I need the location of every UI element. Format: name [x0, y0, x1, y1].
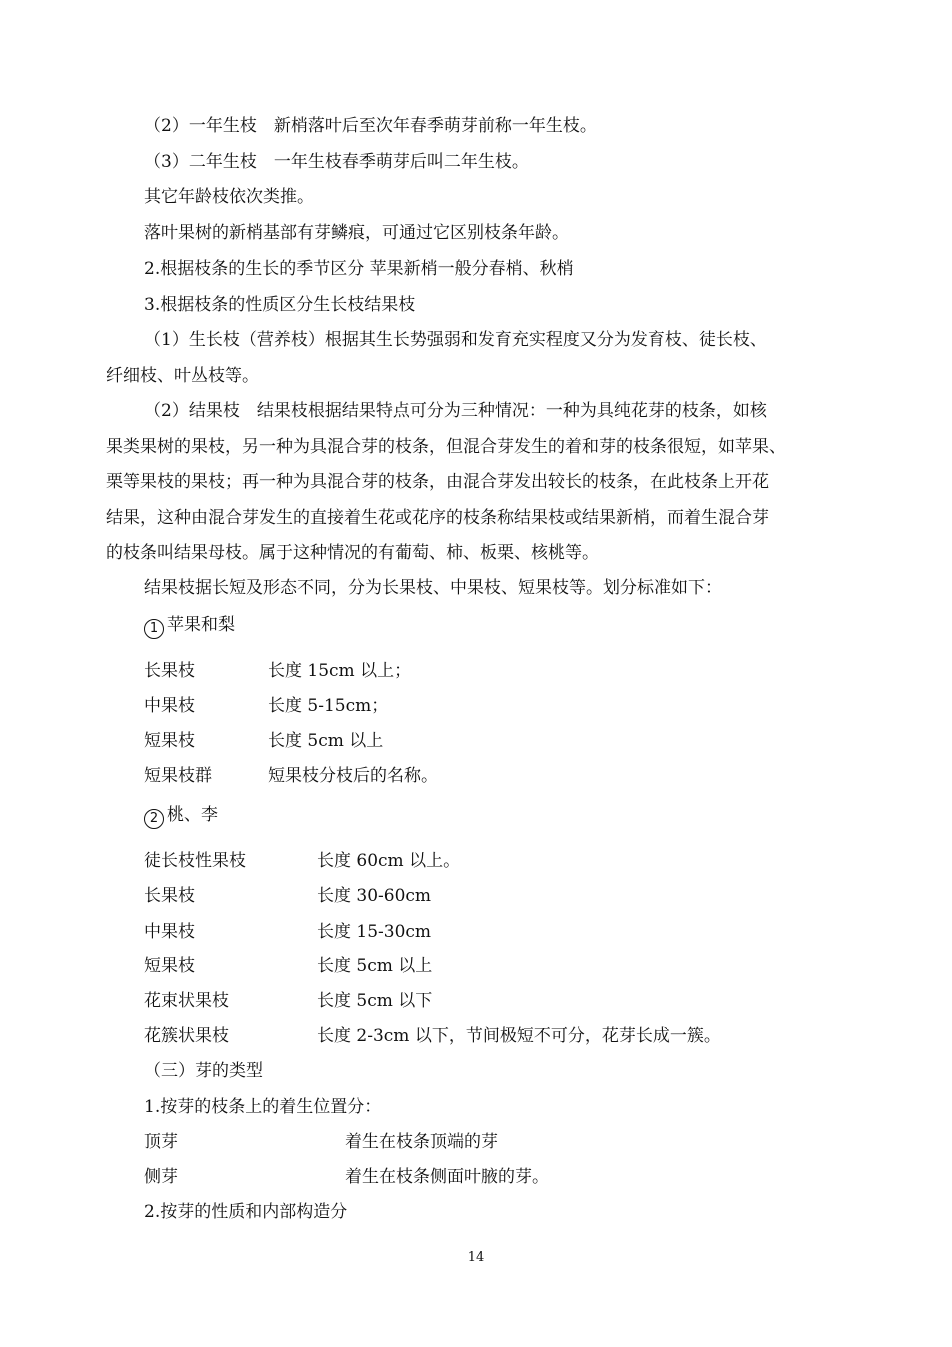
- definition-term: 中果枝: [144, 696, 195, 716]
- definition-desc: 长度 30-60cm: [317, 886, 432, 906]
- section-heading-peach-plum: [144, 804, 218, 829]
- paragraph-classification-intro: 结果枝据长短及形态不同，分为长果枝、中果枝、短果枝等。划分标准如下：: [144, 578, 722, 598]
- paragraph-season-classification: 2.根据枝条的生长的季节区分 苹果新梢一般分春梢、秋梢: [144, 259, 574, 279]
- paragraph-fruit-branch-line1: （2）结果枝 结果枝根据结果特点可分为三种情况：一种为具纯花芽的枝条，如核: [144, 401, 767, 421]
- paragraph-growth-branch-line1: （1）生长枝（营养枝）根据其生长势强弱和发育充实程度又分为发育枝、徒长枝、: [144, 330, 767, 350]
- paragraph-fruit-branch-line4: 结果，这种由混合芽发生的直接着生花或花序的枝条称结果枝或结果新梢，而着生混合芽: [106, 508, 769, 528]
- subheading-bud-nature: 2.按芽的性质和内部构造分: [144, 1202, 348, 1222]
- paragraph-nature-classification: 3.根据枝条的性质区分生长枝结果枝: [144, 295, 416, 315]
- subheading-bud-position: 1.按芽的枝条上的着生位置分：: [144, 1097, 382, 1117]
- paragraph-growth-branch-line2: 纤细枝、叶丛枝等。: [106, 366, 259, 386]
- paragraph-other-ages: 其它年龄枝依次类推。: [144, 187, 314, 207]
- definition-desc: 长度 5-15cm；: [268, 696, 389, 716]
- definition-desc: 长度 2-3cm 以下，节间极短不可分，花芽长成一簇。: [317, 1026, 721, 1046]
- definition-desc: 着生在枝条侧面叶腋的芽。: [345, 1167, 549, 1187]
- paragraph-two-year-branch: （3）二年生枝 一年生枝春季萌芽后叫二年生枝。: [144, 152, 529, 172]
- definition-term: 短果枝群: [144, 766, 212, 786]
- definition-term: 长果枝: [144, 661, 195, 681]
- circled-number-marker: 2: [144, 809, 164, 829]
- definition-desc: 长度 60cm 以上。: [317, 851, 461, 871]
- definition-term: 中果枝: [144, 922, 195, 942]
- paragraph-fruit-branch-line2: 果类果树的果枝，另一种为具混合芽的枝条，但混合芽发生的着和芽的枝条很短，如苹果、: [106, 437, 786, 457]
- definition-term: 顶芽: [144, 1132, 178, 1152]
- definition-desc: 长度 15-30cm: [317, 922, 432, 942]
- definition-term: 侧芽: [144, 1167, 178, 1187]
- definition-desc: 长度 5cm 以上: [268, 731, 384, 751]
- page-number: 14: [467, 1250, 485, 1265]
- definition-term: 短果枝: [144, 731, 195, 751]
- definition-desc: 长度 5cm 以下: [317, 991, 433, 1011]
- paragraph-bud-scale-scar: 落叶果树的新梢基部有芽鳞痕，可通过它区别枝条年龄。: [144, 223, 569, 243]
- definition-term: 短果枝: [144, 956, 195, 976]
- section-heading-text: 桃、李: [167, 805, 218, 825]
- definition-desc: 长度 15cm 以上；: [268, 661, 412, 681]
- definition-term: 徒长枝性果枝: [144, 851, 246, 871]
- definition-term: 花束状果枝: [144, 991, 229, 1011]
- section-heading-text: 苹果和梨: [167, 615, 235, 635]
- definition-term: 长果枝: [144, 886, 195, 906]
- section-heading-apple-pear: [144, 614, 235, 639]
- paragraph-fruit-branch-line5: 的枝条叫结果母枝。属于这种情况的有葡萄、柿、板栗、核桃等。: [106, 543, 599, 563]
- definition-desc: 短果枝分枝后的名称。: [268, 766, 438, 786]
- definition-desc: 着生在枝条顶端的芽: [345, 1132, 498, 1152]
- paragraph-fruit-branch-line3: 栗等果枝的果枝；再一种为具混合芽的枝条，由混合芽发出较长的枝条，在此枝条上开花: [106, 472, 769, 492]
- section-heading-bud-types: （三）芽的类型: [144, 1061, 263, 1081]
- definition-desc: 长度 5cm 以上: [317, 956, 433, 976]
- circled-number-marker: 1: [144, 619, 164, 639]
- paragraph-one-year-branch: （2）一年生枝 新梢落叶后至次年春季萌芽前称一年生枝。: [144, 116, 597, 136]
- definition-term: 花簇状果枝: [144, 1026, 229, 1046]
